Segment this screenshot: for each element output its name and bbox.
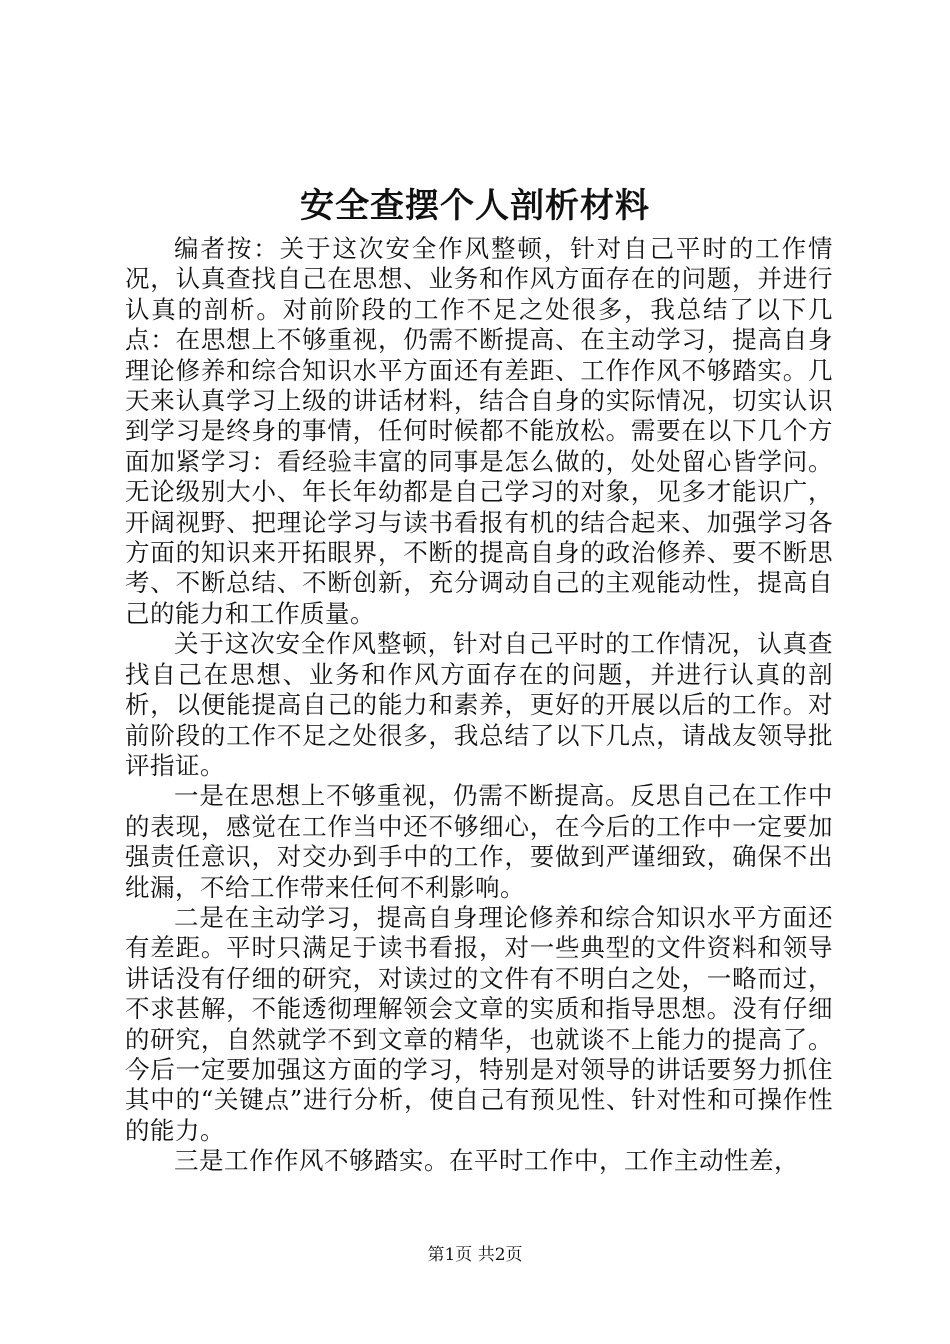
paragraph-intro: 关于这次安全作风整顿，针对自己平时的工作情况，认真查找自己在思想、业务和作风方面存在的问题，并进行认真的剖析，以便能提高自己的能力和素养，更好的开展以后的工作。对前阶段的工作不足之处很多，我总结了以下几点，请战友领导批评指证。 xyxy=(125,629,833,780)
paragraph-point-one: 一是在思想上不够重视，仍需不断提高。反思自己在工作中的表现，感觉在工作当中还不够细心，在今后的工作中一定要加强责任意识，对交办到手中的工作，要做到严谨细致，确保不出纰漏，不给工作带来任何不利影响。 xyxy=(125,781,833,902)
document-body xyxy=(125,234,833,1177)
document-title: 安全查摆个人剖析材料 xyxy=(300,186,650,226)
paragraph-point-two: 二是在主动学习，提高自身理论修养和综合知识水平方面还有差距。平时只满足于读书看报，对一些典型的文件资料和领导讲话没有仔细的研究，对读过的文件有不明白之处，一略而过，不求甚解，不能透彻理解领会文章的实质和指导思想。没有仔细的研究，自然就学不到文章的精华，也就谈不上能力的提高了。今后一定要加强这方面的学习，特别是对领导的讲话要努力抓住其中的“关键点”进行分析，使自己有预见性、针对性和可操作性的能力。 xyxy=(125,902,833,1145)
paragraph-point-three: 三是工作作风不够踏实。在平时工作中，工作主动性差， xyxy=(174,1146,799,1176)
paragraph-editor-note: 编者按：关于这次安全作风整顿，针对自己平时的工作情况，认真查找自己在思想、业务和作风方面存在的问题，并进行认真的剖析。对前阶段的工作不足之处很多，我总结了以下几点：在思想上不够重视，仍需不断提高、在主动学习，提高自身理论修养和综合知识水平方面还有差距、工作作风不够踏实。几天来认真学习上级的讲话材料，结合自身的实际情况，切实认识到学习是终身的事情，任何时候都不能放松。需要在以下几个方面加紧学习：看经验丰富的同事是怎么做的，处处留心皆学问。无论级别大小、年长年幼都是自己学习的对象，见多才能识广，开阔视野、把理论学习与读书看报有机的结合起来、加强学习各方面的知识来开拓眼界，不断的提高自身的政治修养、要不断思考、不断总结、不断创新，充分调动自己的主观能动性，提高自己的能力和工作质量。 xyxy=(125,234,833,628)
page-number-footer: 第1页 共2页 xyxy=(427,1245,523,1265)
